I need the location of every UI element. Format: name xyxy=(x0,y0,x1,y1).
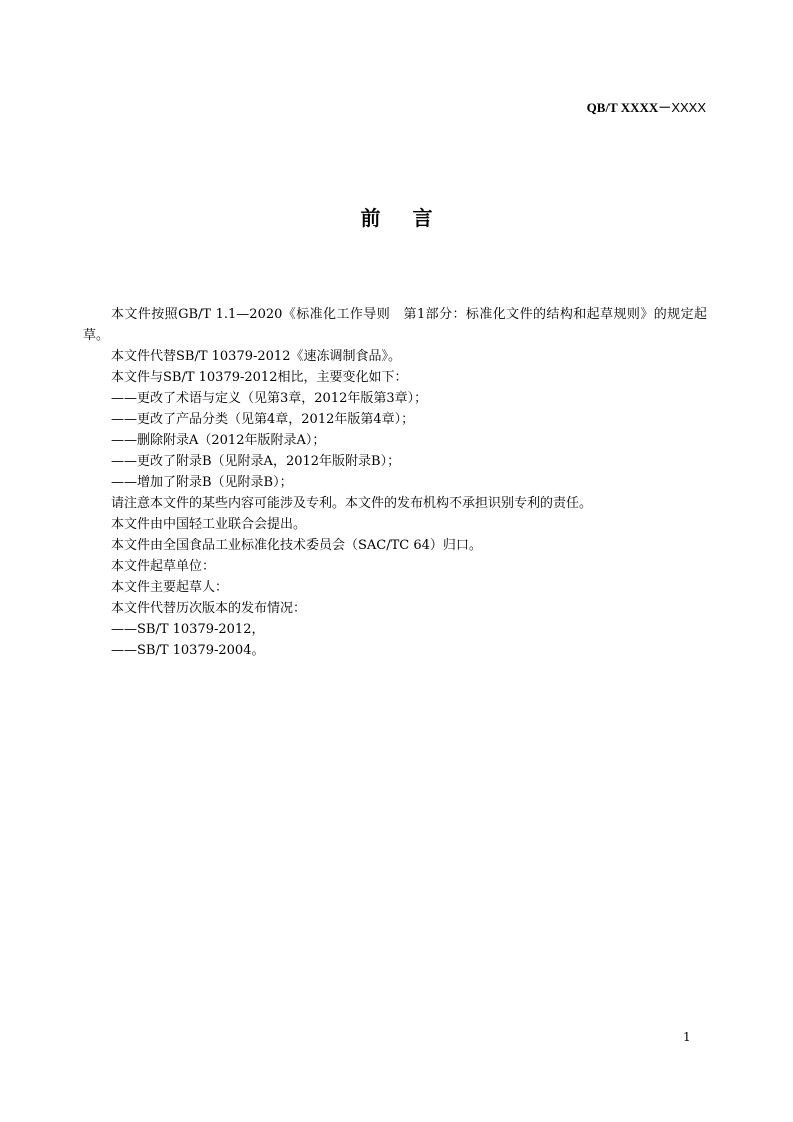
page-title: 前言 xyxy=(360,206,465,230)
paragraph-changes-intro: 本文件与SB/T 10379-2012相比，主要变化如下： xyxy=(111,370,408,385)
paragraph-patent-notice: 请注意本文件的某些内容可能涉及专利。本文件的发布机构不承担识别专利的责任。 xyxy=(111,496,593,511)
change-item-terms: ——更改了术语与定义（见第3章，2012年版第3章）； xyxy=(111,391,428,406)
standard-code: QB/T XXXX xyxy=(586,100,659,115)
standard-code-header xyxy=(587,97,706,116)
paragraph-history-intro: 本文件代替历次版本的发布情况： xyxy=(111,601,307,616)
paragraph-proposed-by: 本文件由中国轻工业联合会提出。 xyxy=(111,517,307,532)
foreword-body xyxy=(83,304,707,661)
history-item-2012: ——SB/T 10379-2012， xyxy=(111,622,265,637)
change-item-annex-a-removed: ——删除附录A（2012年版附录A）； xyxy=(111,433,326,448)
paragraph-drafting-units: 本文件起草单位： xyxy=(111,559,216,574)
paragraph-administered-by: 本文件由全国食品工业标准化技术委员会（SAC/TC 64）归口。 xyxy=(111,538,482,553)
paragraph-replaces: 本文件代替SB/T 10379-2012《速冻调制食品》。 xyxy=(111,349,401,364)
page-number: 1 xyxy=(683,1030,691,1044)
code-dash: － xyxy=(658,100,672,115)
paragraph-drafters: 本文件主要起草人： xyxy=(111,580,229,595)
history-item-2004: ——SB/T 10379-2004。 xyxy=(111,643,265,658)
change-item-annex-b-changed: ——更改了附录B（见附录A，2012年版附录B）； xyxy=(111,454,401,469)
change-item-classification: ——更改了产品分类（见第4章，2012年版第4章）； xyxy=(111,412,415,427)
standard-year: XXXX xyxy=(671,100,706,115)
change-item-annex-b-added: ——增加了附录B（见附录B）； xyxy=(111,475,293,490)
paragraph-drafting-rules: 本文件按照GB/T 1.1—2020《标准化工作导则 第1部分：标准化文件的结构和起草规则》的规定起草。 xyxy=(83,307,707,343)
